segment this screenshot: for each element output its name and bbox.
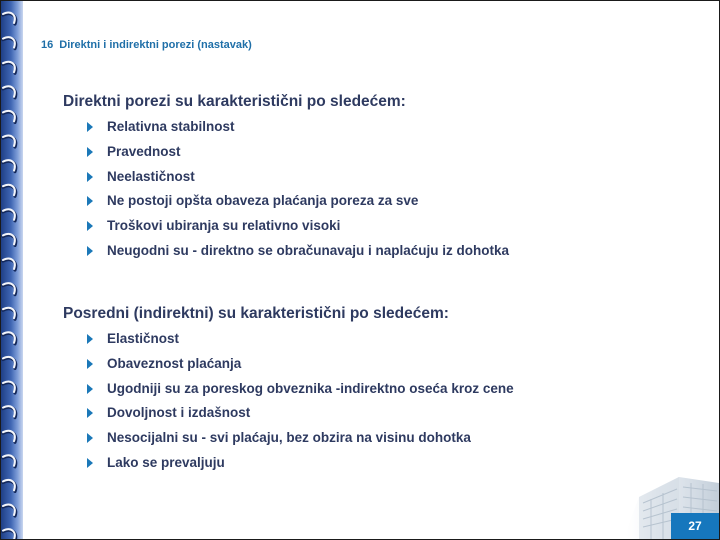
- triangle-right-icon: [87, 122, 93, 132]
- list-item: Nesocijalni su - svi plaćaju, bez obzira na visinu dohotka: [87, 426, 514, 451]
- binding-ring: [3, 234, 16, 245]
- triangle-right-icon: [87, 433, 93, 443]
- binding-ring: [3, 480, 16, 491]
- binding-ring: [3, 62, 16, 73]
- binding-ring: [3, 209, 16, 220]
- triangle-right-icon: [87, 359, 93, 369]
- list-item: Neelastičnost: [87, 165, 509, 190]
- binding-ring: [3, 160, 16, 171]
- binding-ring: [3, 13, 16, 24]
- triangle-right-icon: [87, 458, 93, 468]
- binding-ring: [3, 455, 16, 466]
- binding-ring: [3, 332, 16, 343]
- triangle-right-icon: [87, 246, 93, 256]
- binding-ring: [3, 37, 16, 48]
- section-title-indirect: Posredni (indirektni) su karakteristični po sledećem:: [63, 305, 449, 322]
- binding-ring: [3, 308, 16, 319]
- spiral-binding-icon: [1, 1, 23, 539]
- triangle-right-icon: [87, 147, 93, 157]
- triangle-right-icon: [87, 221, 93, 231]
- binding-ring: [3, 185, 16, 196]
- list-item: Ne postoji opšta obaveza plaćanja poreza za sve: [87, 189, 509, 214]
- binding-ring: [3, 529, 16, 539]
- list-item: Lako se prevaljuju: [87, 451, 514, 476]
- binding-ring: [3, 283, 16, 294]
- triangle-right-icon: [87, 172, 93, 182]
- list-item: Obaveznost plaćanja: [87, 352, 514, 377]
- indirect-tax-list: [87, 327, 514, 476]
- slide-header-title: Direktni i indirektni porezi (nastavak): [59, 39, 252, 51]
- binding-ring: [3, 406, 16, 417]
- slide-header: [41, 39, 252, 51]
- binding-ring: [3, 111, 16, 122]
- page-number: 27: [671, 513, 719, 539]
- list-item: Troškovi ubiranja su relativno visoki: [87, 214, 509, 239]
- binding-ring: [3, 431, 16, 442]
- direct-tax-list: [87, 115, 509, 264]
- list-item: Elastičnost: [87, 327, 514, 352]
- binding-ring: [3, 357, 16, 368]
- triangle-right-icon: [87, 196, 93, 206]
- list-item: Relativna stabilnost: [87, 115, 509, 140]
- list-item: Dovoljnost i izdašnost: [87, 401, 514, 426]
- binding-ring: [3, 259, 16, 270]
- slide-section-number: 16: [41, 39, 54, 51]
- triangle-right-icon: [87, 408, 93, 418]
- list-item: Ugodniji su za poreskog obveznika -indirektno oseća kroz cene: [87, 377, 514, 402]
- binding-ring: [3, 382, 16, 393]
- section-title-direct: Direktni porezi su karakteristični po sledećem:: [63, 93, 406, 110]
- list-item: Neugodni su - direktno se obračunavaju i naplaćuju iz dohotka: [87, 239, 509, 264]
- binding-ring: [3, 505, 16, 516]
- triangle-right-icon: [87, 334, 93, 344]
- list-item: Pravednost: [87, 140, 509, 165]
- triangle-right-icon: [87, 384, 93, 394]
- binding-ring: [3, 86, 16, 97]
- binding-ring: [3, 136, 16, 147]
